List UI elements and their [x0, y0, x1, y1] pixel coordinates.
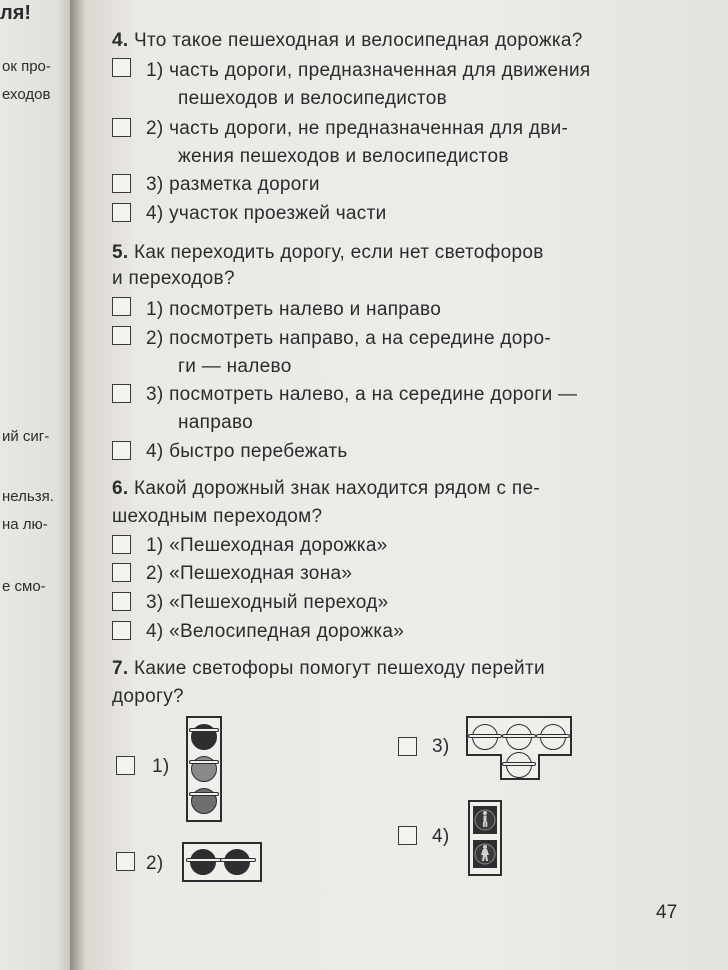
q4-option-4: 4) участок проезжей части: [146, 203, 387, 224]
q5-option-2-line2: ги — налево: [178, 356, 292, 377]
q6-option-3: 3) «Пешеходный переход»: [146, 592, 389, 613]
answer-checkbox-q4-2[interactable]: [112, 118, 131, 137]
question-5: [112, 242, 544, 264]
q6-option-4: 4) «Велосипедная дорожка»: [146, 621, 405, 642]
question-7: [112, 658, 545, 680]
answer-checkbox-q5-1[interactable]: [112, 297, 131, 316]
answer-checkbox-q5-2[interactable]: [112, 326, 131, 345]
question-5-text-line1: Как переходить дорогу, если нет светофоров: [134, 242, 544, 263]
q5-option-2-line1: 2) посмотреть направо, а на середине доро-: [146, 328, 552, 349]
margin-fragment: еходов: [2, 86, 51, 103]
q5-option-3-line1: 3) посмотреть налево, а на середине дороги —: [146, 384, 578, 405]
question-4: [112, 30, 583, 52]
q4-option-2-line1: 2) часть дороги, не предназначенная для дви-: [146, 118, 569, 139]
margin-fragment: ок про-: [2, 58, 51, 75]
answer-checkbox-q7-3[interactable]: [398, 737, 417, 756]
answer-checkbox-q6-4[interactable]: [112, 621, 131, 640]
q6-option-2: 2) «Пешеходная зона»: [146, 563, 353, 584]
margin-fragment: е смо-: [2, 578, 46, 595]
margin-fragment: на лю-: [2, 516, 48, 533]
page-number: 47: [656, 902, 678, 923]
q6-option-1: 1) «Пешеходная дорожка»: [146, 535, 388, 556]
question-5-text-line2: и переходов?: [112, 268, 235, 289]
answer-checkbox-q6-3[interactable]: [112, 592, 131, 611]
q4-option-2-line2: жения пешеходов и велосипедистов: [178, 146, 509, 167]
answer-checkbox-q7-1[interactable]: [116, 756, 135, 775]
q5-option-1: 1) посмотреть налево и направо: [146, 299, 442, 320]
question-6: [112, 478, 540, 500]
question-7-text-line2: дорогу?: [112, 686, 184, 707]
question-6-number: 6.: [112, 478, 129, 499]
answer-checkbox-q4-3[interactable]: [112, 174, 131, 193]
question-5-number: 5.: [112, 242, 129, 263]
answer-checkbox-q6-2[interactable]: [112, 563, 131, 582]
answer-checkbox-q7-2[interactable]: [116, 852, 135, 871]
margin-fragment: ий сиг-: [2, 428, 50, 445]
question-6-text-line2: шеходным переходом?: [112, 506, 323, 527]
answer-checkbox-q5-4[interactable]: [112, 441, 131, 460]
answer-checkbox-q7-4[interactable]: [398, 826, 417, 845]
q7-option-1-label: 1): [152, 756, 170, 777]
q5-option-4: 4) быстро перебежать: [146, 441, 348, 462]
margin-fragment: нельзя.: [2, 488, 54, 505]
question-6-text-line1: Какой дорожный знак находится рядом с пе-: [134, 478, 541, 499]
question-7-text-line1: Какие светофоры помогут пешеходу перейти: [134, 658, 545, 679]
q7-option-4-label: 4): [432, 826, 450, 847]
q4-option-3: 3) разметка дороги: [146, 174, 320, 195]
q4-option-1-line2: пешеходов и велосипедистов: [178, 88, 447, 109]
q7-option-3-label: 3): [432, 736, 450, 757]
question-4-number: 4.: [112, 30, 129, 51]
answer-checkbox-q5-3[interactable]: [112, 384, 131, 403]
question-4-text: Что такое пешеходная и велосипедная дорожка?: [134, 30, 583, 51]
answer-checkbox-q4-4[interactable]: [112, 203, 131, 222]
q5-option-3-line2: направо: [178, 412, 254, 433]
answer-checkbox-q4-1[interactable]: [112, 58, 131, 77]
margin-fragment: ля!: [0, 2, 32, 24]
q7-option-2-label: 2): [146, 853, 164, 874]
q4-option-1-line1: 1) часть дороги, предназначенная для движения: [146, 60, 591, 81]
answer-checkbox-q6-1[interactable]: [112, 535, 131, 554]
question-7-number: 7.: [112, 658, 129, 679]
left-page: [0, 0, 80, 970]
